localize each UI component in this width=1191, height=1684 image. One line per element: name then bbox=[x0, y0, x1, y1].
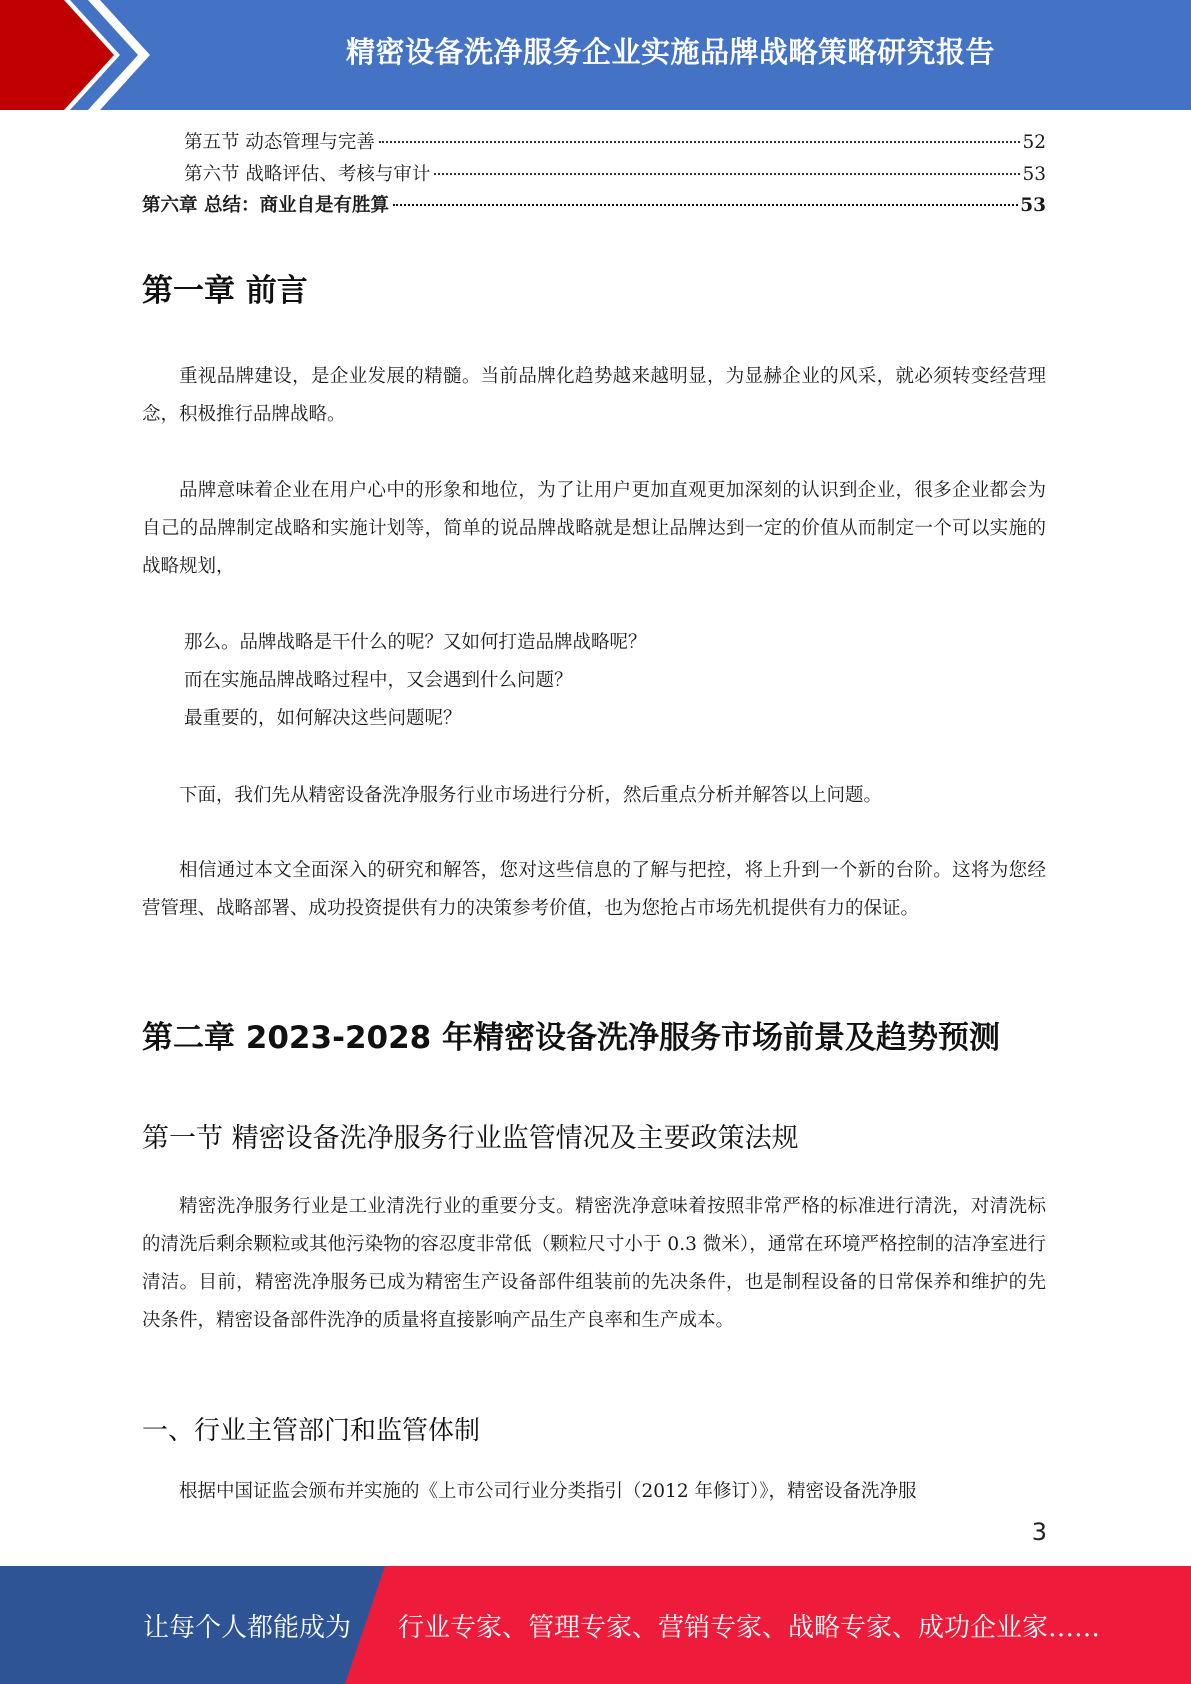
toc-entry-page: 52 bbox=[1022, 132, 1046, 153]
toc-entry-page: 53 bbox=[1022, 164, 1046, 185]
toc-leader-dots bbox=[393, 204, 1018, 206]
paragraph: 精密洗净服务行业是工业清洗行业的重要分支。精密洗净意味着按照非常严格的标准进行清洗，对清洗标的清洗后剩余颗粒或其他污染物的容忍度非常低（颗粒尺寸小于 0.3 微米），通常在环境严格控制的洁净室进行清洁。目前，精密洗净服务已成为精密生产设备部件组装前的先决条件，也是制程设备的日常保养和维护的先决条件，精密设备部件洗净的质量将直接影响产品生产良率和生产成本。 bbox=[142, 1196, 1046, 1331]
toc-entry-title: 第六章 总结：商业自是有胜算 bbox=[142, 195, 389, 216]
toc-entry-page: 53 bbox=[1020, 195, 1046, 216]
subsection-heading: 一、行业主管部门和监管体制 bbox=[142, 1416, 481, 1446]
header-arrow-decoration bbox=[0, 0, 160, 110]
paragraph: 相信通过本文全面深入的研究和解答，您对这些信息的了解与把控，将上升到一个新的台阶。这将为您经营管理、战略部署、成功投资提供有力的决策参考价值，也为您抢占市场先机提供有力的保证。 bbox=[142, 860, 1046, 919]
paragraph: 重视品牌建设，是企业发展的精髓。当前品牌化趋势越来越明显，为显赫企业的风采，就必须转变经营理念，积极推行品牌战略。 bbox=[142, 366, 1046, 425]
toc-leader-dots bbox=[379, 141, 1021, 143]
paragraph: 品牌意味着企业在用户心中的形象和地位，为了让用户更加直观更加深刻的认识到企业，很多企业都会为自己的品牌制定战略和实施计划等，简单的说品牌战略就是想让品牌达到一定的价值从而制定一个可以实施的战略规划， bbox=[142, 480, 1046, 577]
toc-entry-chapter[interactable] bbox=[142, 191, 1046, 219]
toc-entry-title: 第五节 动态管理与完善 bbox=[184, 132, 375, 153]
footer-slogan-left: 让每个人都能成为 bbox=[143, 1612, 352, 1643]
footer-slogan-right: 行业专家、管理专家、营销专家、战略专家、成功企业家…… bbox=[398, 1612, 1101, 1643]
chapter-heading: 第一章 前言 bbox=[142, 273, 308, 309]
chapter-heading: 第二章 2023-2028 年精密设备洗净服务市场前景及趋势预测 bbox=[142, 1020, 1001, 1056]
paragraph: 根据中国证监会颁布并实施的《上市公司行业分类指引（2012 年修订）》，精密设备洗净服 bbox=[179, 1481, 917, 1502]
toc-entry[interactable] bbox=[184, 128, 1046, 156]
footer-banner bbox=[0, 1566, 1191, 1684]
toc-entry-title: 第六节 战略评估、考核与审计 bbox=[184, 164, 431, 185]
toc-leader-dots bbox=[434, 173, 1020, 175]
header-bar bbox=[0, 0, 1191, 110]
question-line: 那么。品牌战略是干什么的呢？又如何打造品牌战略呢？ bbox=[184, 632, 647, 653]
question-line: 而在实施品牌战略过程中，又会遇到什么问题？ bbox=[184, 670, 573, 691]
page-number: 3 bbox=[1031, 1518, 1047, 1546]
report-title: 精密设备洗净服务企业实施品牌战略策略研究报告 bbox=[345, 34, 995, 69]
toc-entry[interactable] bbox=[184, 160, 1046, 188]
paragraph: 下面，我们先从精密设备洗净服务行业市场进行分析，然后重点分析并解答以上问题。 bbox=[179, 785, 883, 806]
question-line: 最重要的，如何解决这些问题呢？ bbox=[184, 708, 462, 729]
section-heading: 第一节 精密设备洗净服务行业监管情况及主要政策法规 bbox=[142, 1123, 799, 1154]
